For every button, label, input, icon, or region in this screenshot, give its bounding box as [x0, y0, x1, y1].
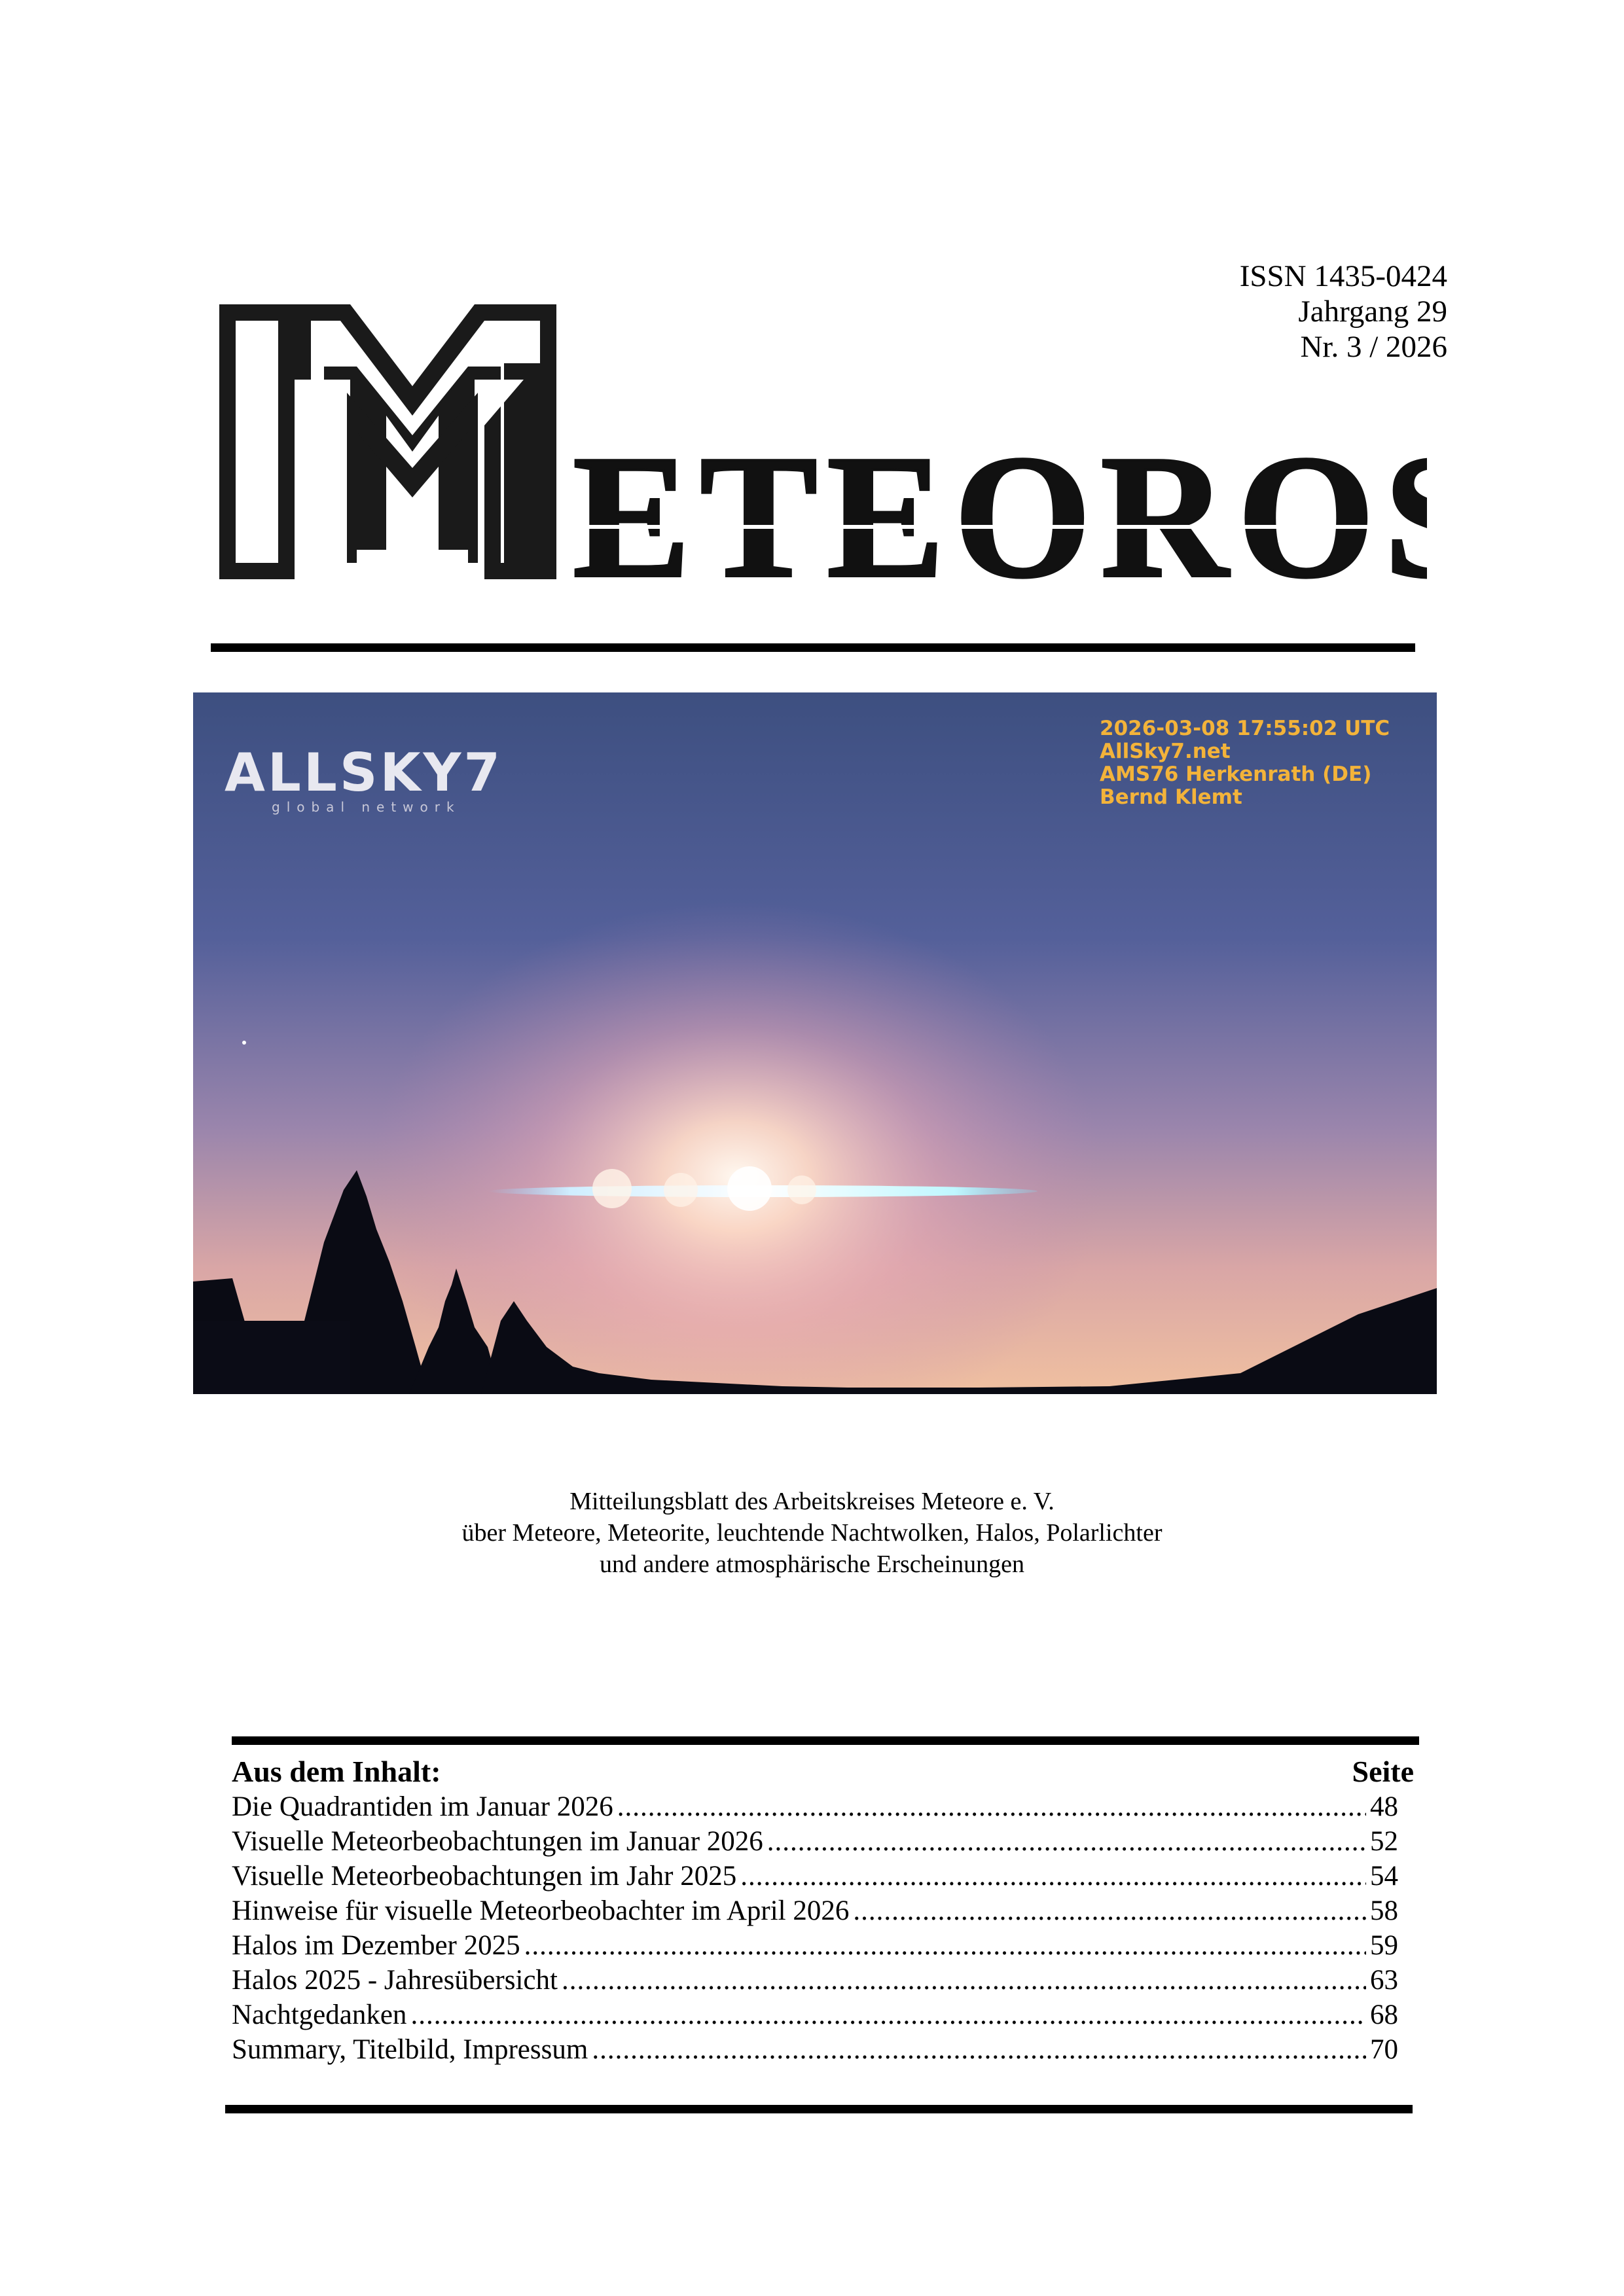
- toc-entry-page: 58: [1370, 1895, 1398, 1926]
- toc-entry-title: Visuelle Meteorbeobachtungen im Januar 2026: [232, 1826, 763, 1857]
- toc-entry-title: Halos 2025 - Jahresübersicht: [232, 1965, 558, 1996]
- subtitle-line: Mitteilungsblatt des Arbeitskreises Meteore e. V.: [569, 1488, 1055, 1515]
- volume-label: Jahrgang 29: [1298, 295, 1447, 329]
- toc-entry-title: Hinweise für visuelle Meteorbeobachter im April 2026: [232, 1895, 850, 1926]
- subtitle-line: über Meteore, Meteorite, leuchtende Nachtwolken, Halos, Polarlichter: [461, 1519, 1163, 1547]
- issue-number: Nr. 3 / 2026: [1300, 330, 1447, 364]
- allsky7-tagline: global network: [272, 799, 461, 815]
- toc-page-heading: Seite: [1352, 1755, 1414, 1788]
- toc-header: [232, 1754, 1414, 1789]
- toc-entry-page: 59: [1370, 1930, 1398, 1961]
- subtitle-line: und andere atmosphärische Erscheinungen: [600, 1551, 1024, 1578]
- toc-top-divider: [232, 1736, 1419, 1745]
- cover-photo: [193, 692, 1437, 1394]
- top-divider: [211, 643, 1415, 652]
- toc-entry-title: Visuelle Meteorbeobachtungen im Jahr 2025: [232, 1861, 737, 1892]
- caption-observer: Bernd Klemt: [1100, 785, 1242, 809]
- toc-entry-page: 54: [1370, 1861, 1398, 1892]
- caption-timestamp: 2026-03-08 17:55:02 UTC: [1100, 717, 1390, 740]
- caption-website: AllSky7.net: [1100, 740, 1231, 763]
- toc-entry-title: Die Quadrantiden im Januar 2026: [232, 1791, 613, 1822]
- newsletter-subtitle: [0, 1486, 1624, 1580]
- caption-station: AMS76 Herkenrath (DE): [1100, 762, 1372, 786]
- toc-entry[interactable]: [232, 1998, 1414, 2032]
- toc-entry-title: Nachtgedanken: [232, 2000, 407, 2030]
- toc-entry[interactable]: [232, 1893, 1414, 1928]
- m-monogram-icon: [219, 304, 556, 579]
- table-of-contents: [232, 1754, 1414, 2067]
- issn-number: ISSN 1435-0424: [1239, 259, 1447, 293]
- toc-entry-page: 70: [1370, 2034, 1398, 2065]
- toc-entry-page: 68: [1370, 2000, 1398, 2030]
- toc-entry[interactable]: [232, 1963, 1414, 1998]
- toc-entry[interactable]: [232, 1859, 1414, 1893]
- toc-entry-title: Summary, Titelbild, Impressum: [232, 2034, 588, 2065]
- allsky7-logo: ALLSKY7: [225, 742, 503, 803]
- masthead-logo: [216, 301, 1427, 589]
- toc-bottom-divider: [225, 2105, 1413, 2113]
- toc-entry-title: Halos im Dezember 2025: [232, 1930, 520, 1961]
- masthead-wordmark: ETEOROS: [573, 419, 1427, 589]
- toc-entry[interactable]: [232, 1928, 1414, 1963]
- toc-entry[interactable]: [232, 2032, 1414, 2067]
- toc-heading: Aus dem Inhalt:: [232, 1755, 441, 1788]
- toc-entry-page: 48: [1370, 1791, 1398, 1822]
- toc-entry-page: 63: [1370, 1965, 1398, 1996]
- toc-entry-page: 52: [1370, 1826, 1398, 1857]
- toc-entry[interactable]: [232, 1824, 1414, 1859]
- toc-entry[interactable]: [232, 1789, 1414, 1824]
